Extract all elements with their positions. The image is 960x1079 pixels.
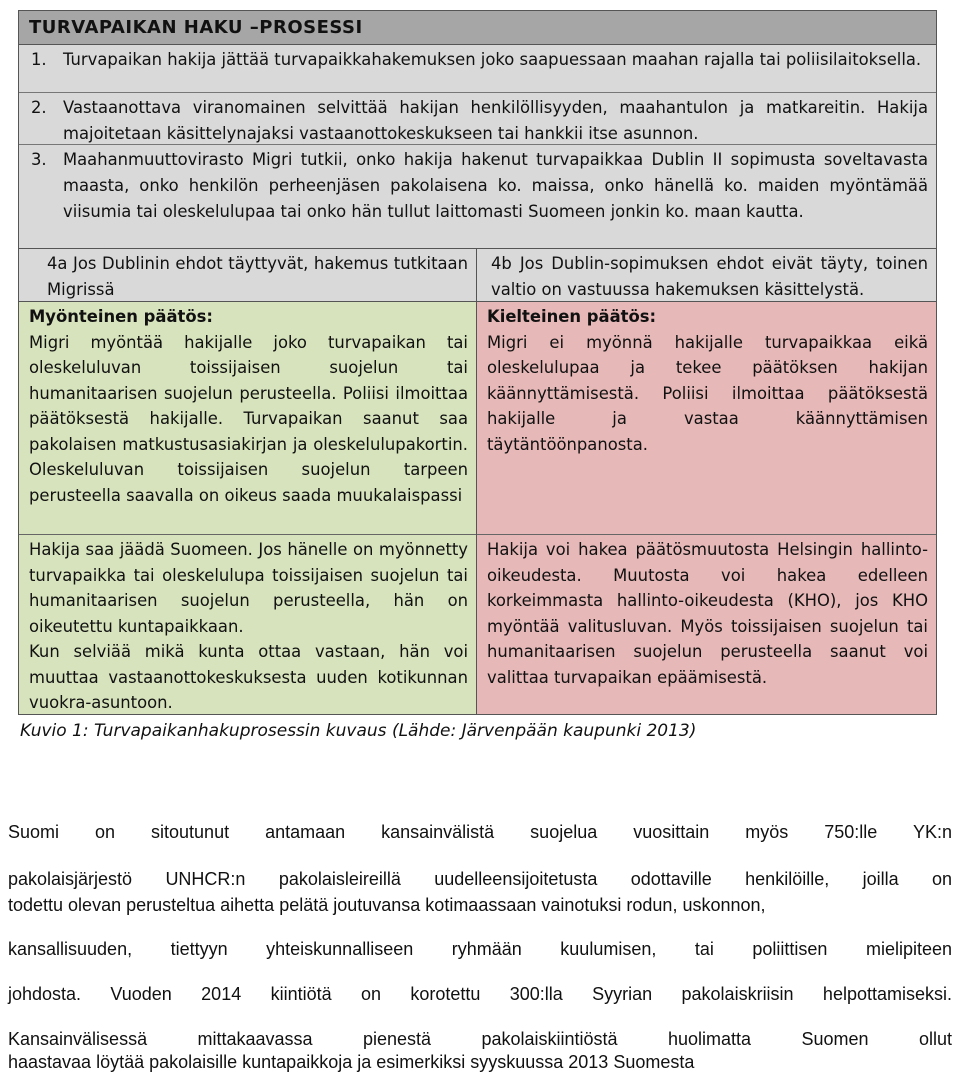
positive-text: Migri myöntää hakijalle joko turvapaikan tai oleskeluluvan toissijaisen suojelun tai humanitaarisen suojelun perusteella. Poliisi ilmoittaa päätöksestä hakijalle. Turvapaikan saanut saa pakolaisen matkustusasiakirjan ja oleskelulupakortin. Oleskeluluvan toissijaisen suojelun tarpeen perusteella saavalla on oikeus saada muukalaispassi <box>29 332 468 505</box>
body-line: Suomi on sitoutunut antamaan kansainvälistä suojelua vuosittain myös 750:lle YK:n <box>8 822 952 842</box>
step-number: 2. <box>31 98 47 117</box>
process-figure <box>18 10 937 741</box>
body-line: pakolaisjärjestö UNHCR:n pakolaisleireillä uudelleensijoitetusta odottaville henkilöille, joilla on <box>8 869 952 889</box>
step-4b: 4b Jos Dublin-sopimuksen ehdot eivät täyty, toinen valtio on vastuussa hakemuksen käsittelystä. <box>491 254 928 299</box>
negative-column <box>477 302 936 714</box>
negative-decision <box>477 302 936 534</box>
negative-heading: Kielteinen päätös: <box>487 307 657 326</box>
step-row <box>19 145 936 249</box>
negative-text: Migri ei myönnä hakijalle turvapaikkaa eikä oleskelulupaa ja tekee päätöksen hakijan käännyttämisestä. Poliisi ilmoittaa päätöksestä hakijalle ja vastaa käännyttämisen täytäntöönpanosta. <box>487 332 928 454</box>
table-title-row <box>19 11 936 45</box>
body-line: haastavaa löytää pakolaisille kuntapaikkoja ja esimerkiksi syyskuussa 2013 Suomesta <box>8 1052 695 1072</box>
step-4a: 4a Jos Dublinin ehdot täyttyvät, hakemus tutkitaan Migrissä <box>19 249 477 301</box>
step-row <box>19 45 936 93</box>
table-title: TURVAPAIKAN HAKU –PROSESSI <box>29 17 363 38</box>
positive-heading: Myönteinen päätös: <box>29 307 213 326</box>
positive-outcome <box>19 534 476 714</box>
decision-row <box>19 302 936 714</box>
body-line: johdosta. Vuoden 2014 kiintiötä on korotettu 300:lla Syyrian pakolaiskriisin helpottamiseksi. <box>8 984 952 1004</box>
step4-row <box>19 249 936 302</box>
positive-column <box>19 302 477 714</box>
steps-block <box>19 45 936 249</box>
negative-outcome-text: Hakija voi hakea päätösmuutosta Helsingin hallinto-oikeudesta. Muutosta voi hakea edelleen korkeimmasta hallinto-oikeudesta (KHO), jos KHO myöntää valitusluvan. Myös toissijaisen suojelun tai humanitaarisen suojelun perusteella saanut voi valittaa turvapaikan epäämisestä. <box>487 540 928 687</box>
step-text: Turvapaikan hakija jättää turvapaikkahakemuksen joko saapuessaan maahan rajalla tai poliisilaitoksella. <box>63 50 922 69</box>
step-text: Vastaanottava viranomainen selvittää hakijan henkilöllisyyden, maahantulon ja matkareitin. Hakija majoitetaan käsittelynajaksi vastaanottokeskukseen tai hankkii itse asunnon. <box>63 98 928 143</box>
body-line: Kansainvälisessä mittakaavassa pienestä pakolaiskiintiöstä huolimatta Suomen ollut <box>8 1029 952 1049</box>
step-text: Maahanmuuttovirasto Migri tutkii, onko hakija hakenut turvapaikkaa Dublin II sopimusta soveltavasta maasta, onko henkilön perheenjäsen pakolaisena ko. maissa, onko hänellä ko. maiden myöntämää viisumia tai oleskelulupaa tai onko hän tullut laittomasti Suomeen jonkin ko. maan kautta. <box>63 150 928 221</box>
step-row <box>19 93 936 145</box>
step-number: 1. <box>31 50 47 69</box>
body-line: todettu olevan perusteltua aihetta pelätä joutuvansa kotimaassaan vainotuksi rodun, uskonnon, <box>8 895 766 915</box>
process-table <box>18 10 937 715</box>
body-line: kansallisuuden, tiettyyn yhteiskunnalliseen ryhmään kuulumisen, tai poliittisen mielipiteen <box>8 939 952 959</box>
negative-outcome <box>477 534 936 714</box>
positive-decision <box>19 302 476 534</box>
positive-outcome-text: Hakija saa jäädä Suomeen. Jos hänelle on myönnetty turvapaikka tai oleskelulupa toissijaisen suojelun tai humanitaarisen suojelun perusteella, hän on oikeutettu kuntapaikkaan. <box>29 540 468 636</box>
positive-outcome-text-2: Kun selviää mikä kunta ottaa vastaan, hän voi muuttaa vastaanottokeskuksesta uuden kotikunnan vuokra-asuntoon. <box>29 642 468 712</box>
step-number: 3. <box>31 150 47 169</box>
figure-caption: Kuvio 1: Turvapaikanhakuprosessin kuvaus (Lähde: Järvenpään kaupunki 2013) <box>20 721 697 741</box>
